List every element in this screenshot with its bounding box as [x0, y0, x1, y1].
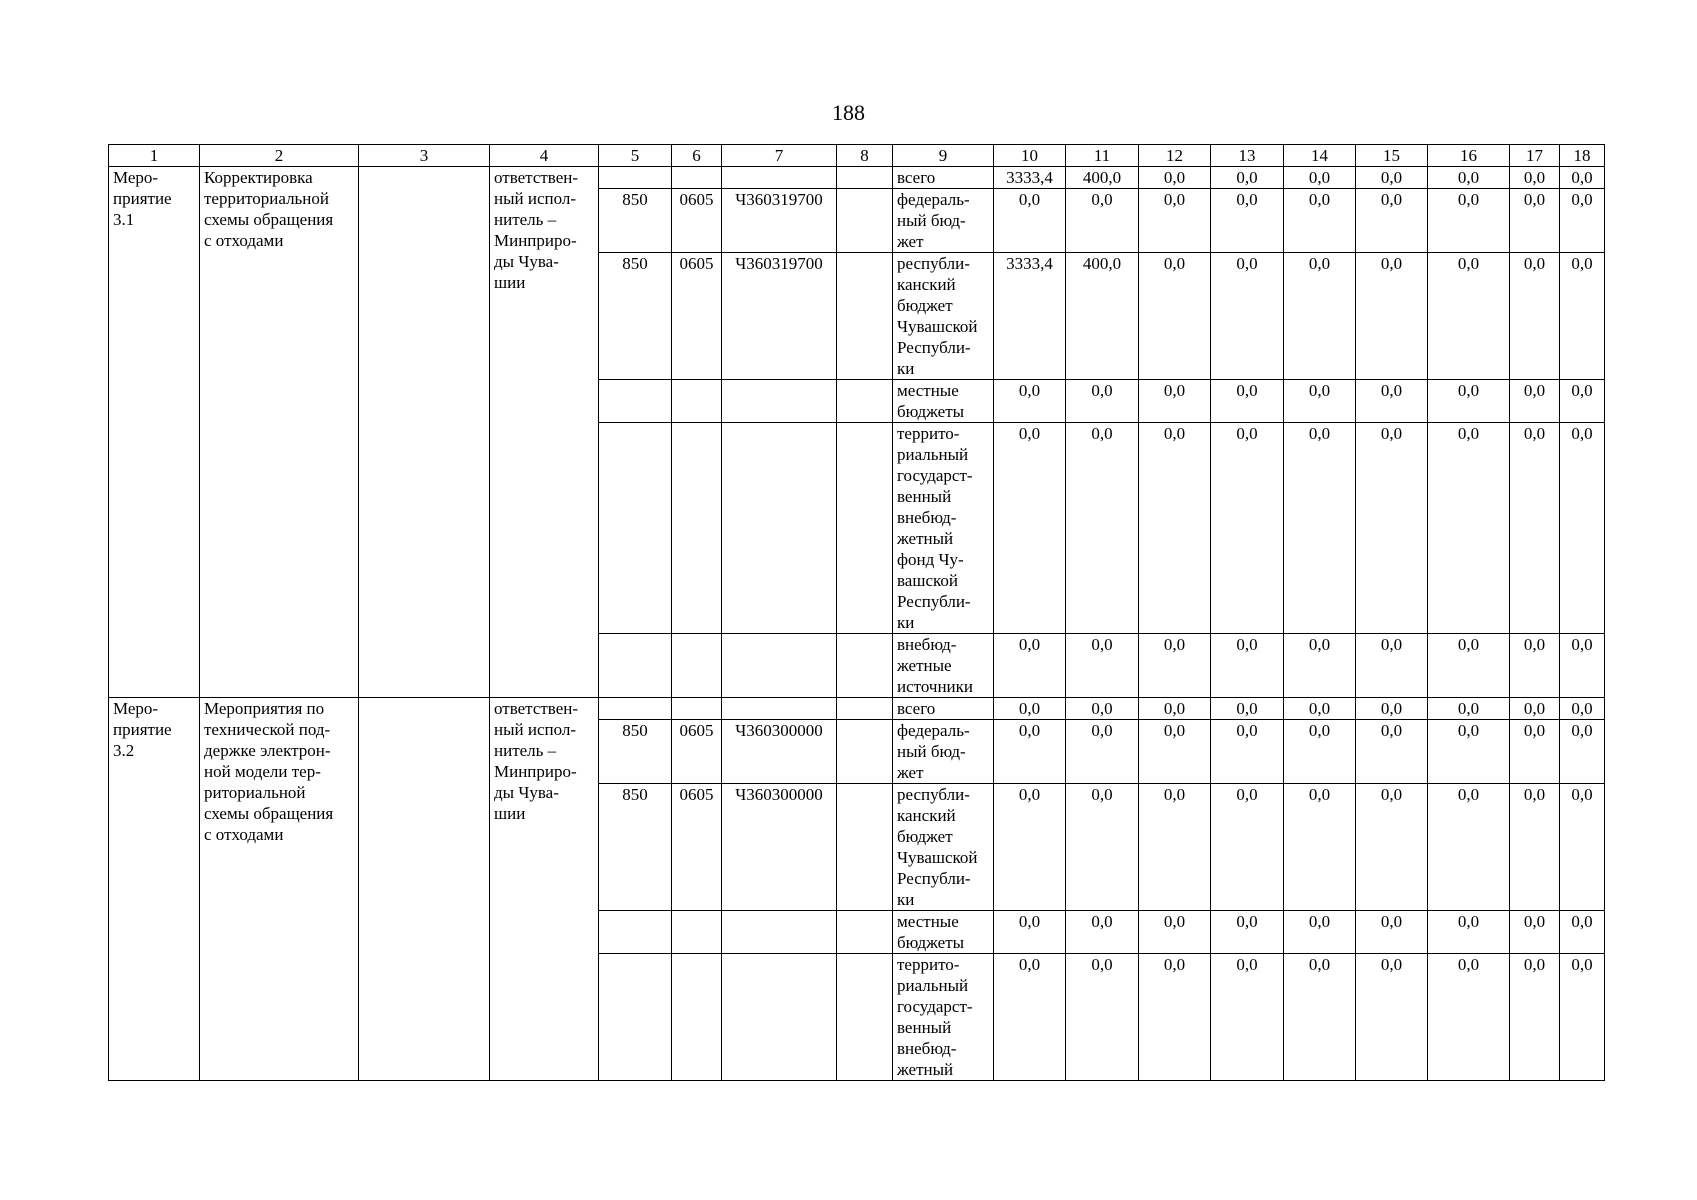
measure-name: Корректировка территориальной схемы обращения с отходами [200, 167, 359, 698]
amount-value: 0,0 [994, 954, 1066, 1081]
amount-value: 0,0 [1356, 253, 1428, 380]
amount-value: 0,0 [1284, 954, 1356, 1081]
amount-value: 0,0 [1284, 189, 1356, 253]
table-row [109, 698, 1605, 720]
amount-value: 0,0 [1139, 189, 1211, 253]
amount-value: 0,0 [1510, 167, 1560, 189]
amount-value: 0,0 [1356, 423, 1428, 634]
amount-value: 0,0 [1139, 380, 1211, 423]
amount-value: 0,0 [994, 189, 1066, 253]
section-code [672, 911, 722, 954]
amount-value: 0,0 [1428, 954, 1510, 1081]
column-number: 8 [837, 145, 893, 167]
amount-value: 0,0 [1066, 189, 1139, 253]
expense-type-code [837, 189, 893, 253]
table-body [109, 145, 1605, 1081]
amount-value: 0,0 [1428, 423, 1510, 634]
measure-name: Мероприятия по технической под- держке электрон- ной модели тер- риториальной схемы обращения с отходами [200, 698, 359, 1081]
expense-type-code [837, 634, 893, 698]
amount-value: 0,0 [1356, 380, 1428, 423]
section-code: 0605 [672, 784, 722, 911]
amount-value: 0,0 [1211, 720, 1284, 784]
measure-code: Меро- приятие 3.2 [109, 698, 200, 1081]
amount-value: 0,0 [1139, 911, 1211, 954]
amount-value: 3333,4 [994, 253, 1066, 380]
grbs-code [599, 911, 672, 954]
funding-source: всего [893, 167, 994, 189]
column-number: 10 [994, 145, 1066, 167]
measure-executor: ответствен- ный испол- нитель – Минприро- ды Чува- шии [490, 698, 599, 1081]
budget-table [108, 144, 1605, 1081]
column-number: 12 [1139, 145, 1211, 167]
grbs-code [599, 954, 672, 1081]
target-article-code [722, 634, 837, 698]
section-code: 0605 [672, 720, 722, 784]
amount-value: 0,0 [1560, 634, 1605, 698]
column-number: 5 [599, 145, 672, 167]
amount-value: 0,0 [1428, 634, 1510, 698]
table-row [109, 167, 1605, 189]
amount-value: 0,0 [1356, 784, 1428, 911]
expense-type-code [837, 423, 893, 634]
grbs-code: 850 [599, 720, 672, 784]
amount-value: 0,0 [1560, 911, 1605, 954]
column-number: 6 [672, 145, 722, 167]
target-article-code: Ч360319700 [722, 189, 837, 253]
section-code [672, 423, 722, 634]
expense-type-code [837, 720, 893, 784]
amount-value: 0,0 [1139, 784, 1211, 911]
amount-value: 0,0 [1510, 698, 1560, 720]
amount-value: 400,0 [1066, 167, 1139, 189]
amount-value: 0,0 [1284, 911, 1356, 954]
amount-value: 0,0 [1211, 911, 1284, 954]
amount-value: 0,0 [1211, 698, 1284, 720]
amount-value: 0,0 [1510, 634, 1560, 698]
amount-value: 0,0 [1428, 911, 1510, 954]
section-code [672, 954, 722, 1081]
grbs-code [599, 698, 672, 720]
amount-value: 0,0 [1066, 784, 1139, 911]
amount-value: 0,0 [1284, 634, 1356, 698]
amount-value: 0,0 [1560, 698, 1605, 720]
amount-value: 0,0 [1066, 634, 1139, 698]
funding-source: террито- риальный государст- венный внебюд- жетный [893, 954, 994, 1081]
expense-type-code [837, 167, 893, 189]
column-number: 4 [490, 145, 599, 167]
column-number: 1 [109, 145, 200, 167]
amount-value: 0,0 [1510, 380, 1560, 423]
column-number: 14 [1284, 145, 1356, 167]
expense-type-code [837, 954, 893, 1081]
expense-type-code [837, 911, 893, 954]
amount-value: 0,0 [1139, 954, 1211, 1081]
target-article-code [722, 167, 837, 189]
amount-value: 0,0 [1211, 189, 1284, 253]
funding-source: республи- канский бюджет Чувашской Республи- ки [893, 253, 994, 380]
target-article-code [722, 954, 837, 1081]
grbs-code [599, 423, 672, 634]
amount-value: 0,0 [1510, 954, 1560, 1081]
section-code [672, 634, 722, 698]
amount-value: 0,0 [1428, 698, 1510, 720]
amount-value: 0,0 [1428, 167, 1510, 189]
amount-value: 0,0 [1139, 720, 1211, 784]
amount-value: 0,0 [1139, 423, 1211, 634]
amount-value: 0,0 [1211, 167, 1284, 189]
amount-value: 0,0 [1066, 380, 1139, 423]
target-article-code: Ч360319700 [722, 253, 837, 380]
amount-value: 0,0 [1428, 189, 1510, 253]
expense-type-code [837, 784, 893, 911]
target-article-code [722, 911, 837, 954]
amount-value: 0,0 [1211, 253, 1284, 380]
funding-source: местные бюджеты [893, 911, 994, 954]
amount-value: 0,0 [1510, 253, 1560, 380]
amount-value: 0,0 [1356, 954, 1428, 1081]
column-number: 15 [1356, 145, 1428, 167]
column-number: 13 [1211, 145, 1284, 167]
amount-value: 0,0 [994, 698, 1066, 720]
amount-value: 0,0 [1560, 253, 1605, 380]
amount-value: 0,0 [1284, 720, 1356, 784]
amount-value: 0,0 [1211, 784, 1284, 911]
expense-type-code [837, 253, 893, 380]
expense-type-code [837, 698, 893, 720]
funding-source: местные бюджеты [893, 380, 994, 423]
target-article-code: Ч360300000 [722, 784, 837, 911]
amount-value: 0,0 [1510, 784, 1560, 911]
grbs-code [599, 167, 672, 189]
amount-value: 0,0 [1211, 954, 1284, 1081]
amount-value: 0,0 [1284, 380, 1356, 423]
expense-type-code [837, 380, 893, 423]
amount-value: 0,0 [1284, 698, 1356, 720]
amount-value: 0,0 [1066, 911, 1139, 954]
target-article-code [722, 698, 837, 720]
amount-value: 0,0 [1066, 954, 1139, 1081]
target-article-code [722, 423, 837, 634]
amount-value: 0,0 [1356, 720, 1428, 784]
amount-value: 0,0 [1356, 167, 1428, 189]
amount-value: 0,0 [1428, 784, 1510, 911]
funding-source: внебюд- жетные источники [893, 634, 994, 698]
funding-source: федераль- ный бюд- жет [893, 189, 994, 253]
measure-col3 [359, 698, 490, 1081]
section-code [672, 167, 722, 189]
amount-value: 0,0 [1428, 380, 1510, 423]
amount-value: 0,0 [1428, 720, 1510, 784]
measure-col3 [359, 167, 490, 698]
amount-value: 0,0 [1066, 423, 1139, 634]
amount-value: 0,0 [1211, 634, 1284, 698]
amount-value: 0,0 [1211, 423, 1284, 634]
amount-value: 0,0 [1284, 423, 1356, 634]
amount-value: 0,0 [1284, 253, 1356, 380]
amount-value: 0,0 [994, 911, 1066, 954]
amount-value: 400,0 [1066, 253, 1139, 380]
grbs-code: 850 [599, 253, 672, 380]
amount-value: 0,0 [1139, 634, 1211, 698]
measure-executor: ответствен- ный испол- нитель – Минприро- ды Чува- шии [490, 167, 599, 698]
amount-value: 0,0 [1510, 911, 1560, 954]
amount-value: 0,0 [994, 423, 1066, 634]
section-code: 0605 [672, 189, 722, 253]
column-number: 16 [1428, 145, 1510, 167]
amount-value: 0,0 [1356, 698, 1428, 720]
column-number: 9 [893, 145, 994, 167]
amount-value: 0,0 [994, 380, 1066, 423]
amount-value: 0,0 [1560, 423, 1605, 634]
column-number-row [109, 145, 1605, 167]
amount-value: 0,0 [1560, 167, 1605, 189]
amount-value: 0,0 [1139, 698, 1211, 720]
amount-value: 0,0 [1510, 423, 1560, 634]
amount-value: 0,0 [1139, 253, 1211, 380]
grbs-code: 850 [599, 189, 672, 253]
grbs-code [599, 634, 672, 698]
amount-value: 0,0 [994, 634, 1066, 698]
section-code: 0605 [672, 253, 722, 380]
section-code [672, 698, 722, 720]
column-number: 18 [1560, 145, 1605, 167]
amount-value: 0,0 [1560, 380, 1605, 423]
amount-value: 0,0 [1066, 698, 1139, 720]
funding-source: террито- риальный государст- венный внебюд- жетный фонд Чу- вашской Республи- ки [893, 423, 994, 634]
amount-value: 0,0 [994, 720, 1066, 784]
amount-value: 0,0 [994, 784, 1066, 911]
amount-value: 0,0 [1560, 784, 1605, 911]
column-number: 11 [1066, 145, 1139, 167]
column-number: 2 [200, 145, 359, 167]
column-number: 3 [359, 145, 490, 167]
target-article-code [722, 380, 837, 423]
amount-value: 0,0 [1356, 911, 1428, 954]
amount-value: 0,0 [1560, 720, 1605, 784]
section-code [672, 380, 722, 423]
measure-code: Меро- приятие 3.1 [109, 167, 200, 698]
amount-value: 3333,4 [994, 167, 1066, 189]
amount-value: 0,0 [1284, 784, 1356, 911]
column-number: 17 [1510, 145, 1560, 167]
amount-value: 0,0 [1428, 253, 1510, 380]
amount-value: 0,0 [1356, 634, 1428, 698]
grbs-code [599, 380, 672, 423]
funding-source: всего [893, 698, 994, 720]
amount-value: 0,0 [1560, 189, 1605, 253]
column-number: 7 [722, 145, 837, 167]
page-number: 188 [832, 100, 865, 125]
amount-value: 0,0 [1066, 720, 1139, 784]
funding-source: федераль- ный бюд- жет [893, 720, 994, 784]
target-article-code: Ч360300000 [722, 720, 837, 784]
grbs-code: 850 [599, 784, 672, 911]
amount-value: 0,0 [1560, 954, 1605, 1081]
amount-value: 0,0 [1510, 720, 1560, 784]
amount-value: 0,0 [1356, 189, 1428, 253]
amount-value: 0,0 [1510, 189, 1560, 253]
amount-value: 0,0 [1139, 167, 1211, 189]
amount-value: 0,0 [1284, 167, 1356, 189]
amount-value: 0,0 [1211, 380, 1284, 423]
funding-source: республи- канский бюджет Чувашской Республи- ки [893, 784, 994, 911]
